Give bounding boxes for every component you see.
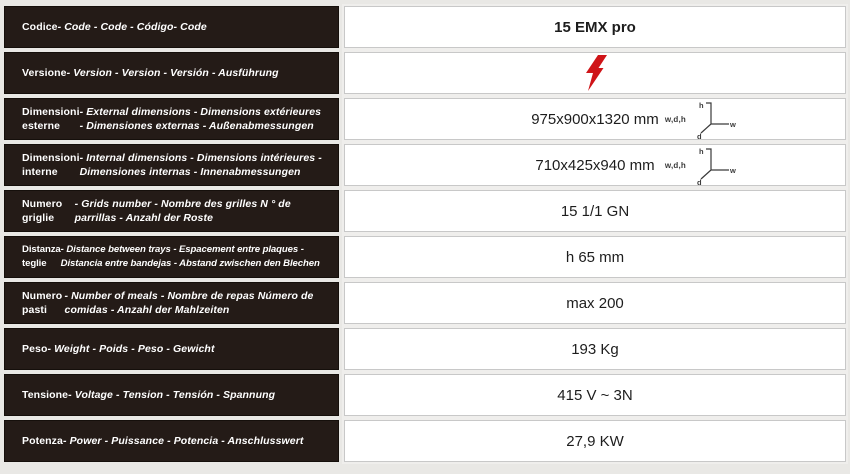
dim-esterne-value	[344, 98, 846, 140]
grids-number: 15 1/1 GN	[560, 202, 630, 220]
meals-number: max 200	[566, 294, 624, 312]
spec-row-numero-pasti	[4, 282, 846, 324]
distanza-teglie-value	[344, 236, 846, 278]
tray-distance: h 65 mm	[565, 248, 625, 266]
label-main: Numero pasti	[22, 290, 63, 316]
label-translations: - Number of meals - Nombre de repas Número de comidas - Anzahl der Mahlzeiten	[64, 290, 314, 316]
potenza-value	[344, 420, 846, 462]
label-translations: - Voltage - Tension - Tensión - Spannung	[68, 389, 276, 401]
svg-text:h: h	[699, 147, 704, 156]
label-main: Versione	[22, 67, 67, 79]
svg-text:w: w	[730, 120, 736, 129]
svg-text:d: d	[697, 132, 702, 139]
svg-text:w: w	[730, 166, 736, 175]
label-translations: - Grids number - Nombre des grilles N ° de parrillas - Anzahl der Roste	[74, 198, 291, 224]
numero-griglie-value	[344, 190, 846, 232]
versione-label	[4, 52, 339, 94]
lightning-bolt-icon	[583, 55, 607, 91]
codice-label	[4, 6, 339, 48]
wdh-label: w,d,h	[664, 114, 686, 124]
spec-row-peso	[4, 328, 846, 370]
wdh-label: w,d,h	[664, 160, 686, 170]
label-translations: - Internal dimensions - Dimensions intérieures - Dimensiones internas - Innenabmessungen	[79, 152, 322, 178]
wdh-legend	[665, 145, 737, 185]
spec-row-dim-esterne	[4, 98, 846, 140]
label-translations: - Version - Version - Versión - Ausführung	[66, 67, 279, 79]
label-translations: - Code - Code - Código- Code	[57, 21, 207, 33]
label-main: Dimensioni interne	[22, 152, 80, 178]
label-main: Peso	[22, 343, 48, 355]
svg-text:d: d	[697, 178, 702, 185]
wdh-legend	[665, 99, 737, 139]
weight: 193 Kg	[571, 340, 619, 358]
svg-text:h: h	[699, 101, 704, 110]
distanza-teglie-label	[4, 236, 339, 278]
spec-row-distanza-teglie	[4, 236, 846, 278]
label-main: Potenza	[22, 435, 63, 447]
spec-row-versione	[4, 52, 846, 94]
label-main: Codice	[22, 21, 58, 33]
label-translations: - Power - Puissance - Potencia - Anschlusswert	[62, 435, 304, 447]
internal-dimensions: 710x425x940 mm	[535, 156, 655, 174]
spec-row-numero-griglie	[4, 190, 846, 232]
voltage: 415 V ~ 3N	[557, 386, 633, 404]
label-main: Numero griglie	[22, 198, 63, 224]
label-translations: - External dimensions - Dimensions extérieures - Dimensiones externas - Außenabmessungen	[79, 106, 322, 132]
potenza-label	[4, 420, 339, 462]
label-main: Distanza teglie	[22, 244, 61, 269]
tensione-value	[344, 374, 846, 416]
spec-row-tensione	[4, 374, 846, 416]
numero-griglie-label	[4, 190, 339, 232]
dimension-axes-icon	[691, 145, 737, 185]
dim-esterne-label	[4, 98, 339, 140]
power: 27,9 KW	[566, 432, 624, 450]
dim-interne-label	[4, 144, 339, 186]
tensione-label	[4, 374, 339, 416]
label-translations: - Weight - Poids - Peso - Gewicht	[47, 343, 215, 355]
label-main: Tensione	[22, 389, 69, 401]
spec-row-codice	[4, 6, 846, 48]
peso-value	[344, 328, 846, 370]
codice-value	[344, 6, 846, 48]
numero-pasti-value	[344, 282, 846, 324]
spec-row-dim-interne	[4, 144, 846, 186]
external-dimensions: 975x900x1320 mm	[531, 110, 659, 128]
model-name: 15 EMX pro	[554, 18, 636, 36]
dimension-axes-icon	[691, 99, 737, 139]
peso-label	[4, 328, 339, 370]
dim-interne-value	[344, 144, 846, 186]
versione-value	[344, 52, 846, 94]
label-main: Dimensioni esterne	[22, 106, 80, 132]
label-translations: - Distance between trays - Espacement entre plaques - Distancia entre bandejas - Abstand zwischen den Blechen	[60, 244, 320, 269]
spec-row-potenza	[4, 420, 846, 462]
numero-pasti-label	[4, 282, 339, 324]
